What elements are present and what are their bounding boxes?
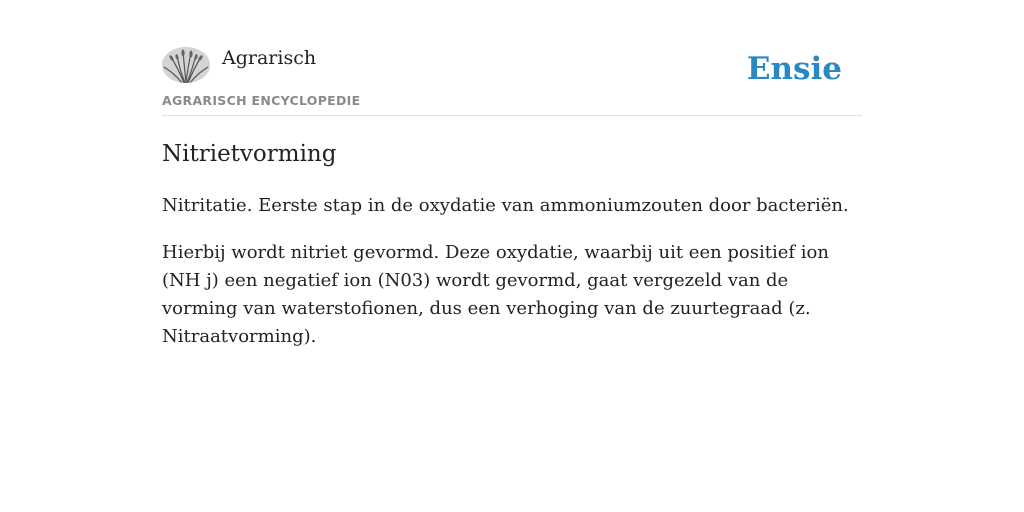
ensie-brand-link[interactable]: Ensie [746, 51, 842, 87]
site-header [162, 0, 862, 116]
site-subtitle: AGRARISCH ENCYCLOPEDIE [162, 93, 361, 108]
page-container [162, 0, 862, 347]
article-paragraph: Hierbij wordt nitriet gevormd. Deze oxydatie, waarbij uit een positief ion (NH j) een negatief ion (N03) wordt gevormd, gaat vergezeld van de vorming van waterstofionen, dus een verhoging van de zuurtegraad (z. Nitraatvorming). [162, 242, 829, 347]
article-paragraph: Nitritatie. Eerste stap in de oxydatie van ammoniumzouten door bacteriën. [162, 195, 849, 216]
wheat-logo-icon[interactable] [162, 47, 210, 83]
site-name-link[interactable]: Agrarisch [222, 47, 317, 69]
article-title: Nitrietvorming [162, 141, 337, 167]
